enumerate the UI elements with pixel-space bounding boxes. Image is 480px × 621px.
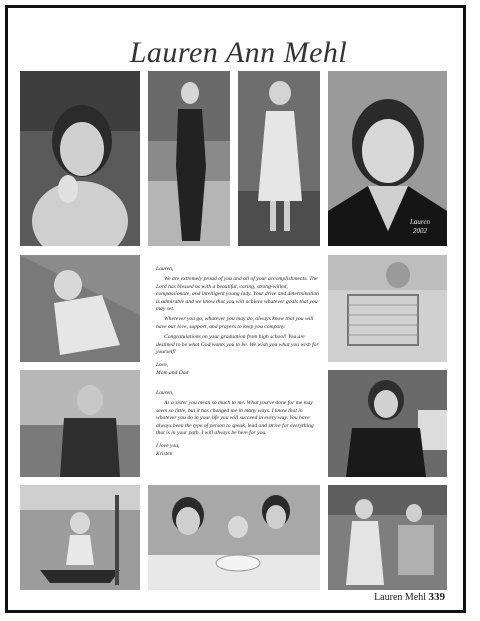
yearbook-page [5, 5, 466, 613]
footer-name: Lauren Mehl [374, 592, 426, 603]
photo-baby-in-walker [328, 255, 447, 362]
letter-parents-paragraph-2: Wherever you go, whatever you may do, always know that you will have our love, support, and prayers to keep you company. [156, 316, 314, 330]
photo-family-birthday [148, 485, 320, 590]
letter-from-parents [156, 266, 321, 380]
letter-sister-closing: I love you, [156, 443, 180, 450]
photo-children-room [328, 485, 447, 590]
page-title: Lauren Ann Mehl [129, 36, 348, 69]
letter-parents-paragraph-1: We are extremely proud of you and all of your accomplishments. The Lord has blessed us with a beautiful, caring, strong-willed, compassionate, and intelligent young lady. Your drive and determination is admirable and we know that you will achieve whatever goals that you may set. [156, 276, 319, 313]
page-footer [374, 591, 445, 603]
letter-sister-salutation: Lauren, [156, 390, 174, 396]
photo-toddler-dress [238, 71, 320, 246]
photo-girl-by-water [20, 370, 140, 477]
photo-girl-long-dress [148, 71, 230, 246]
letter-sister-paragraph-1: As a sister you mean so much to me. What you've done for me may seem so little, but it has changed me in many ways. I know that in whatever you do in your life you will succeed in every way. You have always been the type of person to speak, lead and strive for everything that is in your path. I will always be here for you. [156, 400, 314, 437]
letter-parents-closing: Love, [156, 362, 169, 369]
page-number: 339 [428, 591, 445, 603]
letter-parents-signature: Mom and Dad [156, 369, 189, 376]
photo-child-carousel [20, 485, 140, 590]
letter-sister-signature: Kristen [156, 450, 173, 457]
photo-child-on-blanket [20, 255, 140, 362]
photo-girl-black-tshirt [328, 370, 447, 477]
letter-parents-salutation: Lauren, [156, 266, 174, 272]
photo-child-praying [20, 71, 140, 246]
letter-parents-paragraph-3: Congratulations on your graduation from high school! You are destined to be what God wants you to be. We wish you what you wish for yourself! [156, 334, 319, 356]
letter-from-sister [156, 390, 321, 461]
photo-senior-portrait [328, 71, 447, 246]
senior-caption: Lauren 2002 [410, 218, 430, 235]
